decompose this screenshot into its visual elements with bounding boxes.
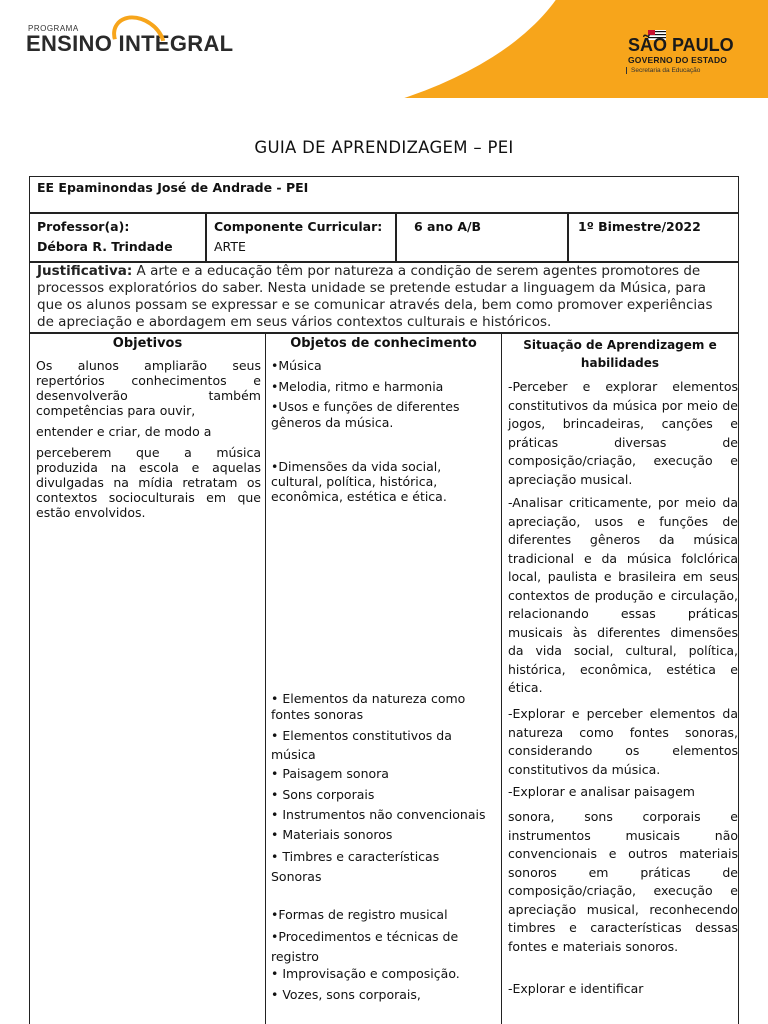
situacao-heading: Situação de Aprendizagem e habilidades — [523, 338, 717, 370]
situacao-p5: sonora, sons corporais e instrumentos musicais não convencionais e outros materiais sonoros em práticas de composição/criação, execução e apreciação musical, reconhecendo timbres e características dessas fontes e materiais sonoros. — [508, 809, 738, 954]
objeto-item: •Música — [271, 358, 322, 373]
situacao-p1: -Perceber e explorar elementos constitutivos da música por meio de jogos, brincadeiras, canções e práticas diversas de composição/criação, execução e apreciação musical. — [508, 379, 738, 487]
objeto-item: •Dimensões da vida social, cultural, política, histórica, econômica, estética e ética. — [271, 459, 447, 504]
objeto-item: • Elementos da natureza como fontes sonoras — [271, 691, 466, 722]
objeto-item: • Improvisação e composição. — [271, 966, 460, 981]
objeto-item: •Procedimentos e técnicas de registro — [271, 929, 459, 964]
objeto-item: •Melodia, ritmo e harmonia — [271, 379, 444, 394]
componente-cell — [206, 213, 396, 262]
situacao-column — [501, 333, 739, 1024]
sp-subtitle: GOVERNO DO ESTADO — [628, 55, 728, 65]
objeto-item: • Instrumentos não convencionais — [271, 807, 486, 822]
justificativa-cell — [29, 262, 739, 333]
objeto-item: • Paisagem sonora — [271, 766, 389, 781]
justificativa-label: Justificativa: — [37, 263, 133, 279]
header-band — [0, 0, 768, 98]
professor-label: Professor(a): — [37, 219, 130, 234]
professor-cell — [29, 213, 206, 262]
professor-name: Débora R. Trindade — [37, 239, 173, 254]
objetos-column — [265, 333, 502, 1024]
situacao-p4: -Explorar e analisar paisagem — [508, 784, 695, 799]
sp-secretaria: Secretaria da Educação — [626, 67, 700, 74]
objetivos-heading: Objetivos — [112, 336, 183, 351]
ano-cell — [396, 213, 568, 262]
objetivos-p3: perceberem que a música produzida na escola e aquelas divulgadas na mídia retratam os contextos socioculturais em que estão envolvidos. — [36, 445, 261, 520]
school-name: EE Epaminondas José de Andrade - PEI — [29, 176, 739, 213]
objetivos-p2: entender e criar, de modo a — [36, 424, 212, 439]
objetivos-column — [29, 333, 266, 1024]
objeto-item: • Materiais sonoros — [271, 827, 393, 842]
justificativa-text: A arte e a educação têm por natureza a condição de serem agentes promotores de processos exploratórios do saber. Nesta unidade se pretende estudar a linguagem da Música, para que os alunos possam se expressar e se comunicar através dela, bem como promover experiências de apreciação e abordagem em seus vários contextos culturais e históricos. — [37, 263, 713, 330]
objeto-item: •Usos e funções de diferentes gêneros da música. — [271, 399, 460, 430]
page-title: GUIA DE APRENDIZAGEM – PEI — [254, 138, 514, 157]
objeto-item: • Sons corporais — [271, 787, 375, 802]
objeto-item: • Elementos constitutivos da música — [271, 728, 452, 762]
objeto-item: •Formas de registro musical — [271, 907, 448, 922]
componente-value: ARTE — [214, 239, 246, 254]
objeto-item: • Timbres e características Sonoras — [271, 849, 440, 884]
objeto-item: • Vozes, sons corporais, — [271, 987, 421, 1002]
objetivos-p1: Os alunos ampliarão seus repertórios conhecimentos e desenvolverão também competências para ouvir, — [36, 358, 261, 418]
ano-value: 6 ano A/B — [414, 219, 482, 234]
bimestre-cell — [568, 213, 739, 262]
programa-label: PROGRAMA — [28, 24, 79, 33]
sp-title: SÃO PAULO — [628, 35, 734, 55]
situacao-p3: -Explorar e perceber elementos da natureza como fontes sonoras, considerando os elementos constitutivos da música. — [508, 706, 738, 777]
ensino-integral-label: ENSINO INTEGRAL — [26, 31, 234, 56]
situacao-p6: -Explorar e identificar — [508, 981, 644, 996]
objetos-heading: Objetos de conhecimento — [290, 336, 477, 351]
componente-label: Componente Curricular: — [214, 219, 383, 234]
situacao-p2: -Analisar criticamente, por meio da apreciação, usos e funções de diferentes gêneros da música tradicional e da música folclórica local, paulista e brasileira em seus contextos de produção e circulação, relacionando essas práticas musicais às diferentes dimensões da vida social, cultural, política, histórica, econômica, estética e ética. — [508, 495, 738, 695]
bimestre-value: 1º Bimestre/2022 — [578, 219, 701, 234]
